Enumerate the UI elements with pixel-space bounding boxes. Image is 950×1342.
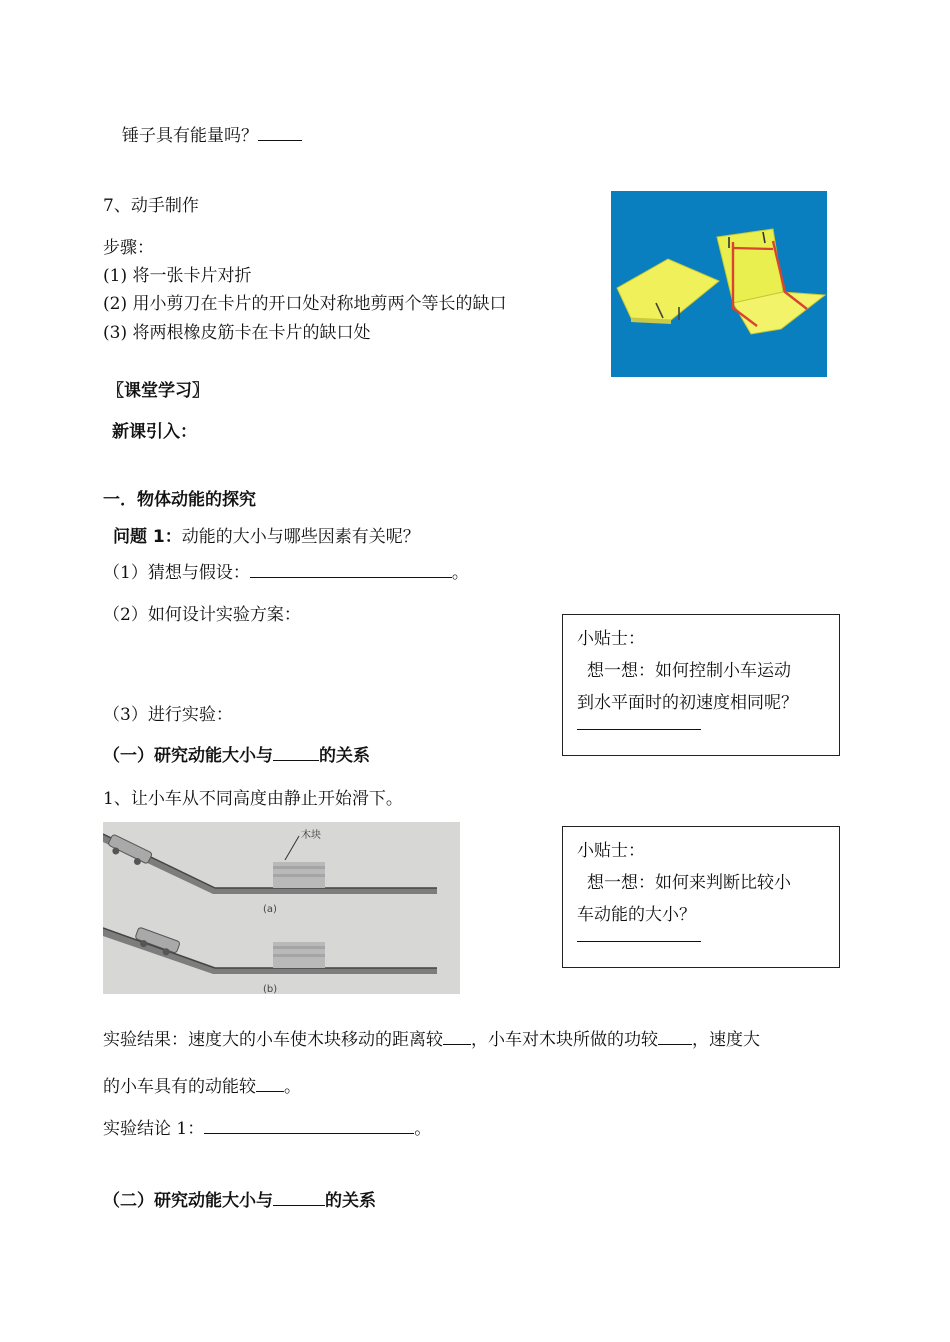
conduct-experiment-label: （3）进行实验： [103, 705, 233, 725]
period: 。 [414, 1119, 432, 1139]
hypothesis-label: （1）猜想与假设： [103, 563, 250, 583]
steps-label: 步骤： [103, 238, 154, 258]
classroom-heading: 〖课堂学习〗 [107, 381, 209, 401]
ramp-experiment-figure [103, 822, 460, 994]
work-blank [658, 1027, 692, 1045]
tip-answer-blank [577, 729, 701, 730]
conclusion-label: 实验结论 1： [103, 1119, 205, 1139]
tip-text: 想一想：如何控制小车运动 [587, 661, 791, 681]
conclusion-line [103, 1114, 431, 1139]
folded-card-photo [611, 191, 827, 377]
result-text: ，小车对木块所做的功较 [471, 1030, 658, 1050]
ramp-diagram [103, 822, 460, 994]
sub2-heading [103, 1186, 376, 1211]
sub1-heading-a: （一）研究动能大小与 [103, 746, 273, 766]
tip-title: 小贴士： [577, 841, 645, 861]
result-line-1 [103, 1025, 760, 1050]
slide-instruction: 1、让小车从不同高度由静止开始滑下。 [103, 789, 403, 809]
hypothesis-blank [250, 560, 452, 578]
tip-text: 车动能的大小？ [577, 905, 696, 925]
step-item: (3) 将两根橡皮筋卡在卡片的缺口处 [103, 323, 371, 343]
factor-blank [273, 743, 319, 761]
period: 。 [451, 563, 469, 583]
label-b: (b) [263, 984, 278, 994]
hammer-energy-question [122, 121, 302, 146]
tip-box-initial-speed [562, 614, 840, 756]
design-plan-label: （2）如何设计实验方案： [103, 605, 301, 625]
tip-text: 到水平面时的初速度相同呢？ [577, 693, 798, 713]
energy-blank [256, 1074, 284, 1092]
question1 [113, 522, 420, 547]
step-item: (2) 用小剪刀在卡片的开口处对称地剪两个等长的缺口 [103, 294, 507, 314]
factor-blank [273, 1188, 325, 1206]
conclusion-blank [204, 1116, 414, 1134]
result-text: 。 [284, 1077, 301, 1097]
result-text: 实验结果：速度大的小车使木块移动的距离较 [103, 1030, 443, 1050]
result-text: ，速度大 [692, 1030, 760, 1050]
tip-text: 想一想：如何来判断比较小 [587, 873, 791, 893]
tip-title: 小贴士： [577, 629, 645, 649]
sub2-heading-a: （二）研究动能大小与 [103, 1191, 273, 1211]
part1-heading: 一．物体动能的探究 [103, 490, 256, 510]
tip-box-compare-energy [562, 826, 840, 968]
hammer-question-text: 锤子具有能量吗？ [122, 126, 258, 146]
label-a: (a) [263, 904, 277, 915]
result-text: 的小车具有的动能较 [103, 1077, 256, 1097]
new-lesson-intro: 新课引入： [112, 422, 197, 442]
step-item: (1) 将一张卡片对折 [103, 266, 252, 286]
sub2-heading-b: 的关系 [325, 1191, 376, 1211]
section7-heading: 7、动手制作 [103, 196, 199, 216]
result-line-2 [103, 1072, 301, 1097]
answer-blank [258, 123, 302, 141]
tip-answer-blank [577, 941, 701, 942]
folded-card-illustration [611, 191, 827, 377]
question1-text: 动能的大小与哪些因素有关呢？ [181, 527, 420, 547]
sub1-heading [103, 741, 370, 766]
block-label: 木块 [301, 830, 321, 841]
hypothesis-line [103, 558, 469, 583]
sub1-heading-b: 的关系 [319, 746, 370, 766]
question1-label: 问题 1： [113, 527, 182, 547]
distance-blank [443, 1027, 471, 1045]
